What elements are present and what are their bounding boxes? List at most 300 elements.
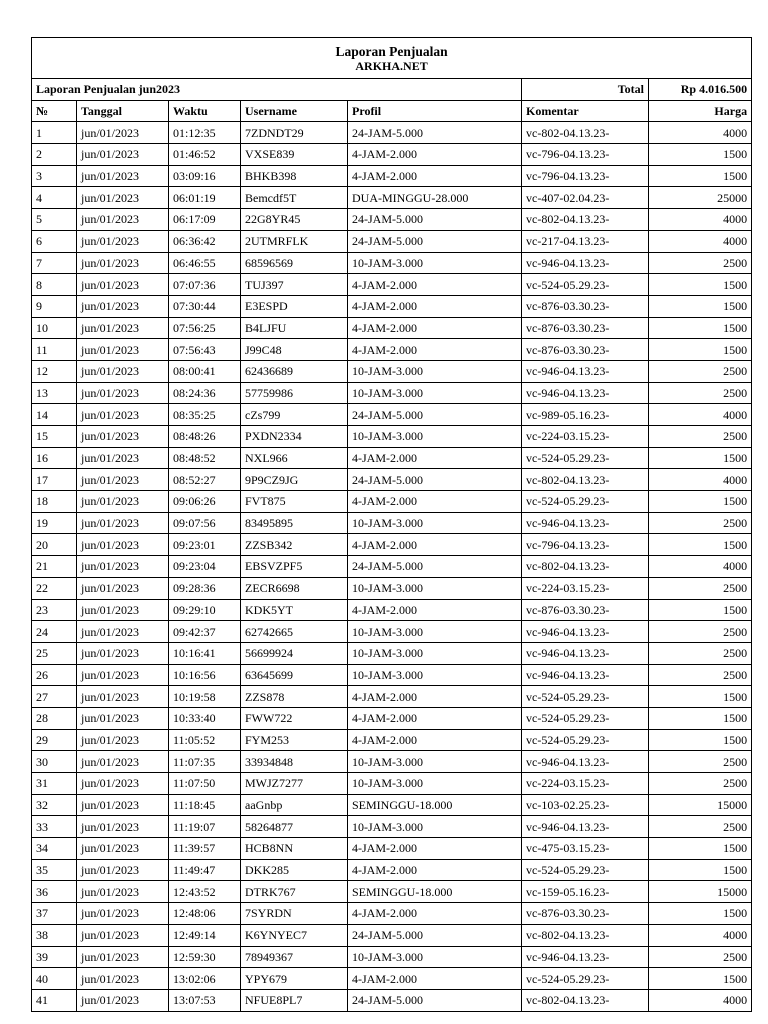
- table-row: [32, 621, 752, 643]
- cell-comment: vc-802-04.13.23-: [522, 556, 649, 578]
- cell-date: jun/01/2023: [77, 469, 169, 491]
- cell-price: 2500: [649, 642, 752, 664]
- cell-comment: vc-796-04.13.23-: [522, 144, 649, 166]
- cell-time: 13:07:53: [169, 989, 241, 1011]
- cell-profile: 10-JAM-3.000: [348, 382, 522, 404]
- cell-price: 1500: [649, 491, 752, 513]
- cell-price: 4000: [649, 122, 752, 144]
- column-header-profile: Profil: [348, 100, 522, 122]
- column-header-date: Tanggal: [77, 100, 169, 122]
- cell-profile: 4-JAM-2.000: [348, 339, 522, 361]
- table-row: [32, 512, 752, 534]
- cell-profile: 4-JAM-2.000: [348, 968, 522, 990]
- table-row: [32, 968, 752, 990]
- cell-comment: vc-876-03.30.23-: [522, 317, 649, 339]
- cell-time: 09:07:56: [169, 512, 241, 534]
- cell-comment: vc-946-04.13.23-: [522, 946, 649, 968]
- table-row: [32, 447, 752, 469]
- cell-profile: 10-JAM-3.000: [348, 642, 522, 664]
- cell-date: jun/01/2023: [77, 707, 169, 729]
- column-header-comment: Komentar: [522, 100, 649, 122]
- cell-profile: 4-JAM-2.000: [348, 903, 522, 925]
- title-cell: [32, 38, 752, 79]
- cell-profile: 24-JAM-5.000: [348, 404, 522, 426]
- cell-price: 2500: [649, 252, 752, 274]
- table-row: [32, 556, 752, 578]
- cell-username: TUJ397: [241, 274, 348, 296]
- cell-number: 4: [32, 187, 77, 209]
- cell-comment: vc-946-04.13.23-: [522, 642, 649, 664]
- cell-date: jun/01/2023: [77, 773, 169, 795]
- cell-number: 41: [32, 989, 77, 1011]
- cell-username: DTRK767: [241, 881, 348, 903]
- cell-price: 4000: [649, 209, 752, 231]
- cell-date: jun/01/2023: [77, 512, 169, 534]
- cell-comment: vc-524-05.29.23-: [522, 686, 649, 708]
- cell-date: jun/01/2023: [77, 881, 169, 903]
- table-row: [32, 534, 752, 556]
- cell-time: 11:07:35: [169, 751, 241, 773]
- cell-number: 22: [32, 577, 77, 599]
- cell-date: jun/01/2023: [77, 556, 169, 578]
- cell-username: 62742665: [241, 621, 348, 643]
- table-row: [32, 664, 752, 686]
- cell-comment: vc-946-04.13.23-: [522, 621, 649, 643]
- cell-date: jun/01/2023: [77, 751, 169, 773]
- cell-price: 1500: [649, 903, 752, 925]
- total-label: Total: [522, 79, 649, 101]
- cell-number: 17: [32, 469, 77, 491]
- cell-number: 13: [32, 382, 77, 404]
- cell-number: 30: [32, 751, 77, 773]
- cell-number: 5: [32, 209, 77, 231]
- cell-comment: vc-224-03.15.23-: [522, 426, 649, 448]
- cell-time: 08:52:27: [169, 469, 241, 491]
- cell-profile: DUA-MINGGU-28.000: [348, 187, 522, 209]
- cell-date: jun/01/2023: [77, 317, 169, 339]
- cell-username: FWW722: [241, 707, 348, 729]
- cell-comment: vc-802-04.13.23-: [522, 122, 649, 144]
- cell-profile: 10-JAM-3.000: [348, 773, 522, 795]
- cell-profile: 4-JAM-2.000: [348, 295, 522, 317]
- cell-username: 62436689: [241, 360, 348, 382]
- cell-number: 7: [32, 252, 77, 274]
- cell-time: 09:28:36: [169, 577, 241, 599]
- cell-comment: vc-524-05.29.23-: [522, 274, 649, 296]
- cell-username: Bemcdf5T: [241, 187, 348, 209]
- cell-price: 15000: [649, 881, 752, 903]
- header-row: [32, 100, 752, 122]
- cell-username: 7ZDNDT29: [241, 122, 348, 144]
- cell-price: 1500: [649, 144, 752, 166]
- cell-comment: vc-475-03.15.23-: [522, 838, 649, 860]
- table-row: [32, 209, 752, 231]
- report-title: Laporan Penjualan: [335, 44, 448, 59]
- cell-time: 07:07:36: [169, 274, 241, 296]
- cell-price: 15000: [649, 794, 752, 816]
- cell-username: ZZSB342: [241, 534, 348, 556]
- cell-number: 24: [32, 621, 77, 643]
- cell-username: 33934848: [241, 751, 348, 773]
- cell-time: 06:17:09: [169, 209, 241, 231]
- cell-time: 09:06:26: [169, 491, 241, 513]
- cell-price: 2500: [649, 751, 752, 773]
- table-row: [32, 426, 752, 448]
- cell-date: jun/01/2023: [77, 447, 169, 469]
- cell-profile: 10-JAM-3.000: [348, 946, 522, 968]
- cell-profile: 4-JAM-2.000: [348, 491, 522, 513]
- cell-username: EBSVZPF5: [241, 556, 348, 578]
- cell-profile: 4-JAM-2.000: [348, 599, 522, 621]
- cell-number: 27: [32, 686, 77, 708]
- cell-profile: SEMINGGU-18.000: [348, 881, 522, 903]
- table-row: [32, 382, 752, 404]
- table-row: [32, 686, 752, 708]
- cell-price: 1500: [649, 295, 752, 317]
- cell-username: E3ESPD: [241, 295, 348, 317]
- cell-comment: vc-524-05.29.23-: [522, 859, 649, 881]
- table-row: [32, 360, 752, 382]
- cell-date: jun/01/2023: [77, 599, 169, 621]
- cell-comment: vc-524-05.29.23-: [522, 447, 649, 469]
- cell-username: 68596569: [241, 252, 348, 274]
- cell-comment: vc-876-03.30.23-: [522, 903, 649, 925]
- table-row: [32, 903, 752, 925]
- cell-username: PXDN2334: [241, 426, 348, 448]
- cell-username: VXSE839: [241, 144, 348, 166]
- cell-profile: 10-JAM-3.000: [348, 664, 522, 686]
- total-value: Rp 4.016.500: [649, 79, 752, 101]
- sales-table: [31, 37, 752, 1012]
- cell-profile: 4-JAM-2.000: [348, 317, 522, 339]
- cell-number: 20: [32, 534, 77, 556]
- cell-time: 08:24:36: [169, 382, 241, 404]
- cell-profile: 4-JAM-2.000: [348, 707, 522, 729]
- cell-comment: vc-103-02.25.23-: [522, 794, 649, 816]
- cell-date: jun/01/2023: [77, 664, 169, 686]
- column-header-username: Username: [241, 100, 348, 122]
- cell-comment: vc-524-05.29.23-: [522, 707, 649, 729]
- cell-price: 1500: [649, 707, 752, 729]
- cell-price: 2500: [649, 382, 752, 404]
- cell-number: 8: [32, 274, 77, 296]
- cell-username: 22G8YR45: [241, 209, 348, 231]
- cell-comment: vc-946-04.13.23-: [522, 382, 649, 404]
- cell-username: 9P9CZ9JG: [241, 469, 348, 491]
- cell-time: 12:49:14: [169, 924, 241, 946]
- table-row: [32, 729, 752, 751]
- cell-price: 1500: [649, 447, 752, 469]
- cell-username: BHKB398: [241, 165, 348, 187]
- cell-date: jun/01/2023: [77, 122, 169, 144]
- cell-number: 16: [32, 447, 77, 469]
- cell-profile: 4-JAM-2.000: [348, 447, 522, 469]
- cell-comment: vc-802-04.13.23-: [522, 469, 649, 491]
- cell-date: jun/01/2023: [77, 404, 169, 426]
- column-header-time: Waktu: [169, 100, 241, 122]
- cell-username: 58264877: [241, 816, 348, 838]
- cell-profile: 10-JAM-3.000: [348, 751, 522, 773]
- table-row: [32, 989, 752, 1011]
- cell-comment: vc-989-05.16.23-: [522, 404, 649, 426]
- cell-profile: 10-JAM-3.000: [348, 577, 522, 599]
- cell-comment: vc-407-02.04.23-: [522, 187, 649, 209]
- period-label: Laporan Penjualan jun2023: [32, 79, 522, 101]
- cell-date: jun/01/2023: [77, 794, 169, 816]
- cell-date: jun/01/2023: [77, 295, 169, 317]
- table-row: [32, 274, 752, 296]
- cell-date: jun/01/2023: [77, 209, 169, 231]
- cell-profile: 10-JAM-3.000: [348, 621, 522, 643]
- cell-price: 1500: [649, 859, 752, 881]
- cell-time: 07:30:44: [169, 295, 241, 317]
- cell-time: 11:19:07: [169, 816, 241, 838]
- cell-number: 3: [32, 165, 77, 187]
- cell-price: 2500: [649, 512, 752, 534]
- cell-price: 4000: [649, 924, 752, 946]
- cell-date: jun/01/2023: [77, 968, 169, 990]
- cell-time: 06:36:42: [169, 230, 241, 252]
- cell-number: 31: [32, 773, 77, 795]
- table-row: [32, 404, 752, 426]
- cell-price: 2500: [649, 426, 752, 448]
- table-row: [32, 577, 752, 599]
- cell-price: 4000: [649, 404, 752, 426]
- table-body: [32, 38, 752, 1012]
- cell-number: 6: [32, 230, 77, 252]
- cell-comment: vc-224-03.15.23-: [522, 577, 649, 599]
- cell-time: 03:09:16: [169, 165, 241, 187]
- cell-date: jun/01/2023: [77, 491, 169, 513]
- cell-number: 26: [32, 664, 77, 686]
- cell-username: DKK285: [241, 859, 348, 881]
- table-row: [32, 773, 752, 795]
- cell-profile: 4-JAM-2.000: [348, 144, 522, 166]
- cell-date: jun/01/2023: [77, 165, 169, 187]
- cell-username: 57759986: [241, 382, 348, 404]
- column-header-price: Harga: [649, 100, 752, 122]
- cell-time: 08:35:25: [169, 404, 241, 426]
- cell-time: 11:49:47: [169, 859, 241, 881]
- cell-time: 12:59:30: [169, 946, 241, 968]
- cell-comment: vc-876-03.30.23-: [522, 295, 649, 317]
- cell-comment: vc-946-04.13.23-: [522, 664, 649, 686]
- cell-comment: vc-524-05.29.23-: [522, 729, 649, 751]
- cell-number: 28: [32, 707, 77, 729]
- cell-number: 21: [32, 556, 77, 578]
- cell-profile: 24-JAM-5.000: [348, 924, 522, 946]
- cell-username: 56699924: [241, 642, 348, 664]
- cell-comment: vc-802-04.13.23-: [522, 209, 649, 231]
- cell-username: 83495895: [241, 512, 348, 534]
- cell-profile: 4-JAM-2.000: [348, 165, 522, 187]
- table-row: [32, 230, 752, 252]
- cell-comment: vc-159-05.16.23-: [522, 881, 649, 903]
- cell-date: jun/01/2023: [77, 989, 169, 1011]
- cell-time: 13:02:06: [169, 968, 241, 990]
- cell-date: jun/01/2023: [77, 924, 169, 946]
- cell-number: 25: [32, 642, 77, 664]
- cell-time: 12:43:52: [169, 881, 241, 903]
- cell-profile: 4-JAM-2.000: [348, 729, 522, 751]
- cell-date: jun/01/2023: [77, 426, 169, 448]
- cell-number: 33: [32, 816, 77, 838]
- cell-date: jun/01/2023: [77, 903, 169, 925]
- cell-profile: 10-JAM-3.000: [348, 360, 522, 382]
- cell-username: aaGnbp: [241, 794, 348, 816]
- cell-username: 63645699: [241, 664, 348, 686]
- table-row: [32, 122, 752, 144]
- cell-date: jun/01/2023: [77, 577, 169, 599]
- cell-date: jun/01/2023: [77, 252, 169, 274]
- column-header-number: №: [32, 100, 77, 122]
- cell-username: 78949367: [241, 946, 348, 968]
- table-row: [32, 165, 752, 187]
- cell-date: jun/01/2023: [77, 360, 169, 382]
- title-row: [32, 38, 752, 79]
- cell-price: 4000: [649, 469, 752, 491]
- cell-profile: SEMINGGU-18.000: [348, 794, 522, 816]
- cell-time: 09:29:10: [169, 599, 241, 621]
- cell-price: 2500: [649, 577, 752, 599]
- cell-number: 34: [32, 838, 77, 860]
- cell-number: 1: [32, 122, 77, 144]
- table-row: [32, 469, 752, 491]
- table-row: [32, 816, 752, 838]
- cell-price: 1500: [649, 317, 752, 339]
- cell-time: 09:23:04: [169, 556, 241, 578]
- cell-number: 40: [32, 968, 77, 990]
- cell-username: ZZS878: [241, 686, 348, 708]
- cell-time: 06:01:19: [169, 187, 241, 209]
- table-row: [32, 642, 752, 664]
- cell-comment: vc-946-04.13.23-: [522, 360, 649, 382]
- cell-profile: 4-JAM-2.000: [348, 686, 522, 708]
- cell-price: 2500: [649, 360, 752, 382]
- cell-comment: vc-946-04.13.23-: [522, 751, 649, 773]
- cell-price: 2500: [649, 621, 752, 643]
- cell-date: jun/01/2023: [77, 686, 169, 708]
- table-row: [32, 252, 752, 274]
- cell-time: 08:00:41: [169, 360, 241, 382]
- cell-profile: 4-JAM-2.000: [348, 274, 522, 296]
- cell-profile: 24-JAM-5.000: [348, 469, 522, 491]
- cell-time: 10:33:40: [169, 707, 241, 729]
- cell-price: 2500: [649, 946, 752, 968]
- cell-price: 2500: [649, 773, 752, 795]
- cell-comment: vc-876-03.30.23-: [522, 339, 649, 361]
- cell-number: 23: [32, 599, 77, 621]
- cell-comment: vc-876-03.30.23-: [522, 599, 649, 621]
- cell-username: ZECR6698: [241, 577, 348, 599]
- cell-profile: 10-JAM-3.000: [348, 426, 522, 448]
- cell-price: 25000: [649, 187, 752, 209]
- cell-number: 11: [32, 339, 77, 361]
- cell-username: B4LJFU: [241, 317, 348, 339]
- table-row: [32, 794, 752, 816]
- table-row: [32, 317, 752, 339]
- cell-price: 4000: [649, 989, 752, 1011]
- table-row: [32, 295, 752, 317]
- cell-price: 1500: [649, 838, 752, 860]
- cell-comment: vc-802-04.13.23-: [522, 924, 649, 946]
- cell-number: 15: [32, 426, 77, 448]
- cell-date: jun/01/2023: [77, 534, 169, 556]
- cell-username: 7SYRDN: [241, 903, 348, 925]
- cell-date: jun/01/2023: [77, 838, 169, 860]
- cell-profile: 24-JAM-5.000: [348, 556, 522, 578]
- table-row: [32, 339, 752, 361]
- cell-number: 19: [32, 512, 77, 534]
- cell-date: jun/01/2023: [77, 859, 169, 881]
- table-row: [32, 881, 752, 903]
- cell-time: 12:48:06: [169, 903, 241, 925]
- cell-time: 10:16:41: [169, 642, 241, 664]
- cell-time: 11:39:57: [169, 838, 241, 860]
- cell-time: 07:56:25: [169, 317, 241, 339]
- cell-date: jun/01/2023: [77, 621, 169, 643]
- cell-username: FVT875: [241, 491, 348, 513]
- cell-username: NFUE8PL7: [241, 989, 348, 1011]
- cell-date: jun/01/2023: [77, 816, 169, 838]
- cell-time: 10:16:56: [169, 664, 241, 686]
- cell-price: 1500: [649, 165, 752, 187]
- cell-price: 2500: [649, 816, 752, 838]
- cell-time: 11:07:50: [169, 773, 241, 795]
- cell-profile: 10-JAM-3.000: [348, 252, 522, 274]
- cell-time: 01:12:35: [169, 122, 241, 144]
- cell-profile: 10-JAM-3.000: [348, 816, 522, 838]
- cell-time: 09:42:37: [169, 621, 241, 643]
- cell-price: 1500: [649, 968, 752, 990]
- cell-username: 2UTMRFLK: [241, 230, 348, 252]
- cell-time: 10:19:58: [169, 686, 241, 708]
- cell-profile: 4-JAM-2.000: [348, 534, 522, 556]
- cell-number: 36: [32, 881, 77, 903]
- table-row: [32, 187, 752, 209]
- cell-username: HCB8NN: [241, 838, 348, 860]
- cell-number: 12: [32, 360, 77, 382]
- cell-price: 1500: [649, 339, 752, 361]
- cell-comment: vc-524-05.29.23-: [522, 491, 649, 513]
- cell-profile: 24-JAM-5.000: [348, 122, 522, 144]
- cell-number: 29: [32, 729, 77, 751]
- cell-comment: vc-796-04.13.23-: [522, 165, 649, 187]
- cell-date: jun/01/2023: [77, 274, 169, 296]
- sales-report: [31, 37, 751, 1012]
- table-row: [32, 751, 752, 773]
- table-row: [32, 144, 752, 166]
- cell-username: YPY679: [241, 968, 348, 990]
- cell-price: 4000: [649, 556, 752, 578]
- cell-number: 18: [32, 491, 77, 513]
- cell-date: jun/01/2023: [77, 382, 169, 404]
- cell-username: NXL966: [241, 447, 348, 469]
- cell-time: 11:05:52: [169, 729, 241, 751]
- table-row: [32, 946, 752, 968]
- cell-number: 10: [32, 317, 77, 339]
- table-row: [32, 707, 752, 729]
- cell-comment: vc-802-04.13.23-: [522, 989, 649, 1011]
- cell-profile: 24-JAM-5.000: [348, 989, 522, 1011]
- cell-date: jun/01/2023: [77, 339, 169, 361]
- cell-date: jun/01/2023: [77, 144, 169, 166]
- cell-comment: vc-224-03.15.23-: [522, 773, 649, 795]
- cell-comment: vc-946-04.13.23-: [522, 816, 649, 838]
- cell-number: 9: [32, 295, 77, 317]
- cell-profile: 4-JAM-2.000: [348, 838, 522, 860]
- cell-price: 1500: [649, 729, 752, 751]
